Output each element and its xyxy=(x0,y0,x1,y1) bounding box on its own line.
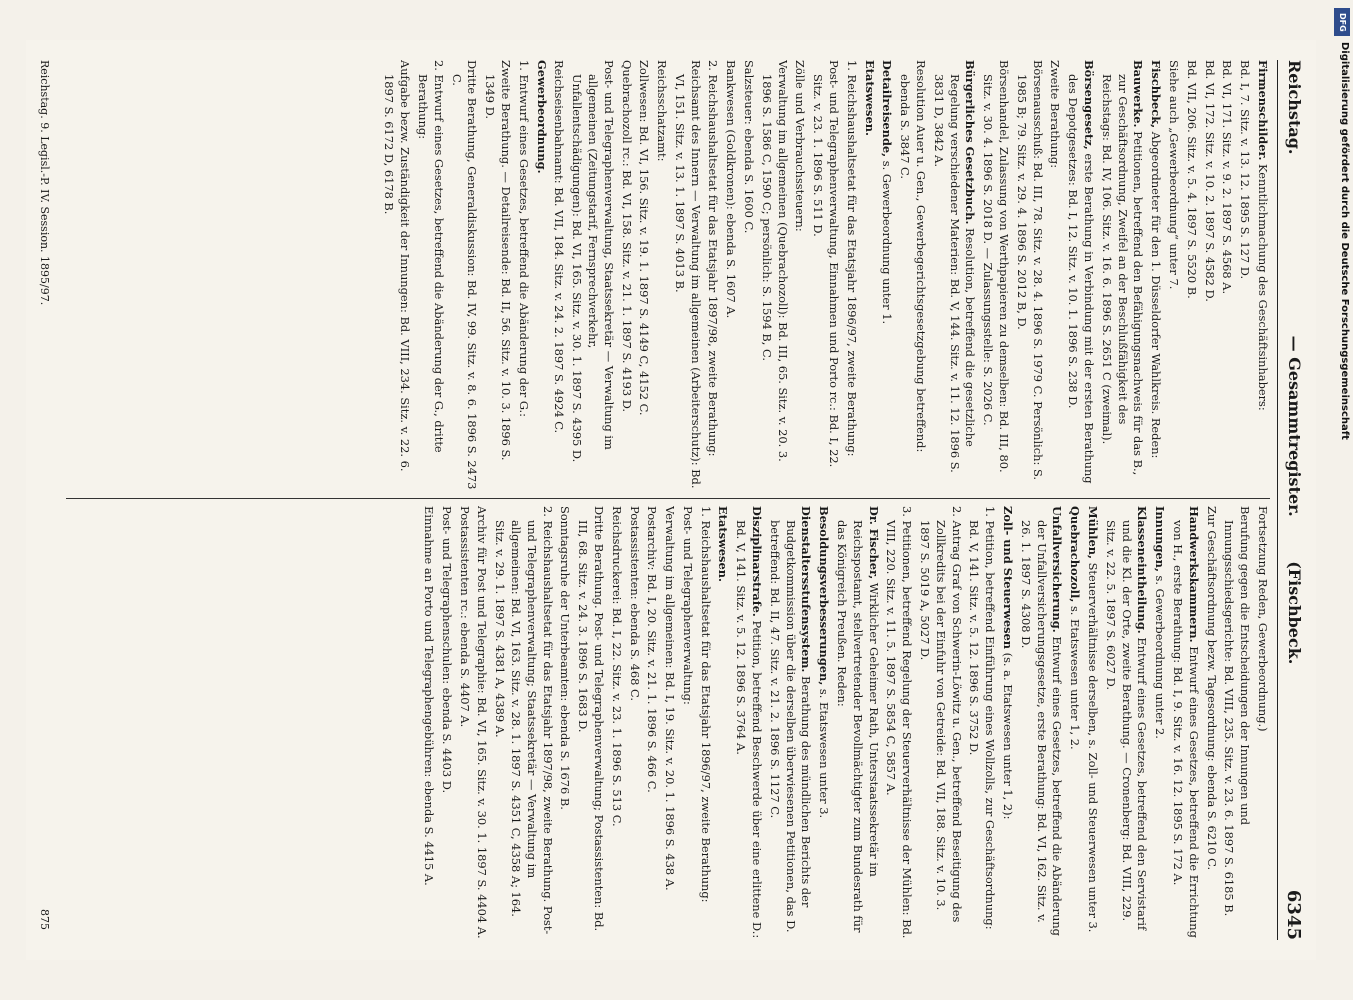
register-entry xyxy=(1151,506,1167,940)
entry-text: 1. Reichshaushaltsetat für das Etatsjahr 1896/97, zweite Berathung: xyxy=(844,60,859,457)
header-left: Reichstag. xyxy=(1285,60,1304,155)
entry-text: erste Berathung in Verbindung mit der ersten Berathung des Depotgesetzes: Bd. I, 12. Sitz. v. 10. 1. 1896 S. 238 D. xyxy=(1066,74,1097,484)
register-entry xyxy=(1236,60,1252,490)
header-center-right: (Fischbeck. xyxy=(1285,561,1304,665)
register-entry xyxy=(1221,506,1253,940)
register-entry xyxy=(883,506,915,940)
footer-page-number: 875 xyxy=(38,909,51,930)
entry-text: Kenntlichmachung des Geschäftsinhabers: xyxy=(1256,164,1270,411)
register-entry xyxy=(843,60,859,490)
entry-text: 2. Entwurf eines Gesetzes, betreffend die Abänderung der G., dritte Berathung: xyxy=(415,60,446,453)
page-footer: Reichstag. 9. Legisl.-P. IV. Session. 1895/97. xyxy=(38,60,51,306)
register-entry xyxy=(381,60,413,490)
register-entry xyxy=(1066,506,1082,940)
entry-headword: Börsengesetz, xyxy=(1082,60,1097,150)
register-entry xyxy=(1064,60,1096,490)
entry-text: Verwaltung im allgemeinen: Bd. I, 19. Sitz. v. 20. 1. 1896 S. 438 A. xyxy=(663,506,678,891)
register-entry xyxy=(653,60,669,490)
entry-text: Reichseisenbahnamt: Bd. VII, 184. Sitz. v. 24. 2. 1897 S. 4924 C. xyxy=(552,60,567,434)
register-entry xyxy=(448,60,480,490)
entry-text: Petition, betreffend Beschwerde über eine erlittene D.: Bd. V, 141. Sitz. v. 5. 12. 1896 S. 3764 A. xyxy=(734,520,765,939)
entry-text: Zweite Berathung. — Detailreisende: Bd. II, 56. Sitz. v. 10. 3. 1896 S. 1349 D. xyxy=(483,60,513,461)
left-column xyxy=(66,60,1270,490)
entry-text: 1. Petition, betreffend Einführung eines Wollzolls, zur Geschäftsordnung: Bd. V, 141. Sitz. v. 5. 12. 1896 S. 3752 D. xyxy=(967,506,998,930)
column-divider xyxy=(66,498,1270,499)
register-entry xyxy=(966,506,998,940)
entry-text: Sonntagsruhe der Unterbeamten: ebenda S. 1676 B. xyxy=(558,506,573,810)
header-center-title: — Gesammtregister. xyxy=(1285,335,1304,517)
register-entry xyxy=(679,506,695,940)
register-entry xyxy=(636,60,652,490)
entry-headword: Zoll- und Steuerwesen xyxy=(1001,506,1016,650)
register-entry xyxy=(715,506,731,940)
register-entry xyxy=(474,506,490,940)
entry-text: Zollwesen: Bd. VI, 156. Sitz. v. 19. 1. 1897 S. 4149 C, 4152 C. xyxy=(637,60,652,416)
entry-headword: Etatswesen. xyxy=(862,60,877,136)
entry-text: Postarchiv: Bd. I, 20. Sitz. v. 21. 1. 1896 S. 466 C. xyxy=(645,506,660,793)
entry-headword: Handwerkskammern. xyxy=(1186,506,1201,643)
entry-text: Bankwesen (Goldkronen): ebenda S. 1607 A. xyxy=(724,60,739,319)
register-entry xyxy=(1102,506,1149,940)
entry-text: Fortsetzung Reden, Gewerbeordnung.) xyxy=(1256,506,1270,732)
register-entry xyxy=(456,506,472,940)
register-entry xyxy=(697,506,713,940)
entry-headword: Etatswesen. xyxy=(716,506,731,582)
entry-text: Post- und Telegraphenverwaltung, Einnahmen und Porto rc.: Bd. I, 22. Sitz. v. 23. 1. 1896 S. 511 D. xyxy=(811,60,842,468)
register-entry xyxy=(414,60,446,490)
entry-headword: Fischbeck, xyxy=(1149,60,1164,129)
entry-text: Dritte Berathung, Generaldiskussion: Bd. IV, 99. Sitz. v. 8. 6. 1896 S. 2473 C. xyxy=(449,60,480,490)
entry-text: Bd. VI, 172. Sitz. v. 10. 2. 1897 S. 4582 D. xyxy=(1202,60,1217,302)
register-entry xyxy=(766,506,813,940)
register-entry xyxy=(438,506,454,940)
register-entry xyxy=(1147,60,1163,490)
register-entry xyxy=(815,506,831,940)
entry-text: Postassistenten: ebenda S. 468 C. xyxy=(627,506,642,701)
register-entry xyxy=(809,60,841,490)
register-entry xyxy=(1219,60,1235,490)
register-entry xyxy=(1183,60,1199,490)
entry-text: Entwurf eines Gesetzes, betreffend den Servistarif und die Kl. der Orte, zweite Berathung. — Cronenberg: Bd. VIII, 229. Sitz. v. 22. 5. 1897 S. 6027 D. xyxy=(1103,520,1150,931)
register-entry xyxy=(1017,506,1064,940)
entry-text: Bd. VI, 171. Sitz. v. 9. 2. 1897 S. 4568 A. xyxy=(1220,60,1235,295)
entry-headword: Bürgerliches Gesetzbuch. xyxy=(963,60,978,225)
entry-text: s. Gewerbeordnung unter 1. xyxy=(880,160,895,325)
register-entry xyxy=(515,60,531,490)
entry-text: 1. Entwurf eines Gesetzes, betreffend die Abänderung der G.: xyxy=(516,60,531,417)
entry-text: 3. Petitionen, betreffend Regelung der Steuerverhältnisse der Mühlen: Bd. VIII, 220. Sitz. v. 11. 5. 1897 S. 5854 C, 5857 A. xyxy=(884,506,915,939)
entry-headword: Dr. Fischer, xyxy=(866,506,881,580)
entry-text: Börsenausschuß: Bd. III, 78. Sitz. v. 28. 4. 1896 S. 1979 C. Persönlich: S. 1985 B; 79. Sitz. v. 29. 4. 1896 S. 2012 B, D. xyxy=(1014,60,1045,480)
register-entry xyxy=(792,60,808,490)
entry-headword: Klasseneintheilung. xyxy=(1135,506,1150,634)
register-entry xyxy=(861,60,877,490)
entry-text: 1. Reichshaushaltsetat für das Etatsjahr 1896/97, zweite Berathung: xyxy=(698,506,713,903)
entry-text: Reichsamt des Innern — Verwaltung im allgemeinen (Arbeiterschutz): Bd. VI, 151. Sitz. v. 13. 1. 1897 S. 4013 B. xyxy=(672,60,703,489)
entry-headword: Bauwerke. xyxy=(1131,60,1146,128)
entry-text: Verwaltung im allgemeinen (Quebrachozoll): Bd. III, 65. Sitz. v. 20. 3. 1896 S. 1586 C, 1590 C; persönlich: S. 1594 B, C. xyxy=(759,60,790,462)
register-entry xyxy=(758,60,790,490)
register-entry xyxy=(557,506,573,940)
register-entry xyxy=(833,506,880,940)
register-entry xyxy=(618,60,634,490)
entry-headword: Quebrachozoll, xyxy=(1068,506,1083,603)
register-entry xyxy=(568,60,615,490)
header-center xyxy=(1285,60,1304,940)
entry-text: Entwurf eines Gesetzes, betreffend die Abänderung der Unfallversicherungsgesetze, erste Berathung: Bd. VI, 162. Sitz. v. 26. 1. 1897 S. 4308 D. xyxy=(1018,520,1065,936)
entry-text: Reichsdruckerei: Bd. I, 22. Sitz. v. 23. 1. 1896 S. 513 C. xyxy=(609,506,624,827)
register-entry xyxy=(661,506,677,940)
entry-text: Berufung gegen die Entscheidungen der Innungen und Innungsschiedsgerichte: Bd. VIII, 235. Sitz. v. 23. 6. 1897 S. 6185 B. xyxy=(1222,506,1253,917)
entry-headword: Mühlen, xyxy=(1086,506,1101,559)
entry-text: Archiv für Post und Telegraphie: Bd. VI, 165. Sitz. v. 30. 1. 1897 S. 4404 A. xyxy=(475,506,490,939)
entry-text: Quebrachozoll rc.: Bd. VI, 158. Sitz. v. 21. 1. 1897 S. 4193 D. xyxy=(619,60,634,413)
register-entry xyxy=(626,506,642,940)
register-entry xyxy=(491,506,554,940)
entry-text: Bd. I, 7. Sitz. v. 13. 12. 1895 S. 127 D. xyxy=(1238,60,1253,280)
register-entry xyxy=(705,60,721,490)
entry-text: Zweite Berathung: xyxy=(1048,60,1063,169)
entry-text: Wirklicher Geheimer Rath, Unterstaatssekretär im Reichspostamt, stellvertretender Bevollmächtigter zum Bundesrath für das Königreich Preußen. Reden: xyxy=(835,520,881,933)
register-entry xyxy=(644,506,660,940)
register-entry xyxy=(723,60,739,490)
register-entry xyxy=(1084,506,1100,940)
entry-text: s. Gewerbeordnung unter 2. xyxy=(1153,575,1168,739)
register-entry xyxy=(896,60,928,490)
register-entry xyxy=(1013,60,1045,490)
entry-headword: Gewerbeordnung. xyxy=(534,60,549,174)
entry-text: Siehe auch „Gewerbeordnung“ unter 7. xyxy=(1167,60,1182,290)
page-header xyxy=(1277,60,1308,940)
register-entry xyxy=(1254,60,1270,490)
register-entry xyxy=(608,506,624,940)
register-entry xyxy=(733,506,765,940)
entry-text: Resolution, betreffend die gesetzliche Regelung verschiedener Materien: Bd. V, 144. Sitz. v. 11. 12. 1896 S. 3831 D, 3842 A. xyxy=(931,74,978,473)
register-entry xyxy=(979,60,1011,490)
register-entry xyxy=(999,506,1015,940)
register-entry xyxy=(879,60,895,490)
register-entry xyxy=(551,60,567,490)
entry-text: Post- und Telegraphenverwaltung: xyxy=(680,506,695,705)
register-entry xyxy=(1201,60,1217,490)
register-entry xyxy=(1169,506,1201,940)
entry-text: Dritte Berathung. Post- und Telegraphenverwaltung; Postassistenten: Bd. III, 68. Sitz. v. 24. 3. 1896 S. 1683 D. xyxy=(576,506,606,932)
entry-text: Börsenhandel, Zulassung von Werthpapieren zu demselben: Bd. III, 80. Sitz. v. 30. 4. 1896 S. 2018 D. — Zulassungsstelle: S. 2026 C. xyxy=(981,60,1012,473)
entry-text: Salzsteuer: ebenda S. 1600 C. xyxy=(742,60,757,234)
dfg-logo-icon: DFG xyxy=(1334,8,1350,36)
page-number: 6345 xyxy=(1283,889,1304,940)
entry-text: Postassistenten rc.: ebenda S. 4407 A. xyxy=(457,506,472,728)
register-entry xyxy=(671,60,703,490)
digitization-credit: Digitalisierung gefördert durch die Deutsche Forschungsgemeinschaft xyxy=(1339,42,1350,440)
entry-text: Bd. VII, 206. Sitz. v. 5. 4. 1897 S. 5520 B. xyxy=(1184,60,1199,299)
register-entry xyxy=(1047,60,1063,490)
entry-text: s. Etatswesen unter 3. xyxy=(817,688,832,819)
entry-headword: Detailreisende, xyxy=(880,60,895,158)
register-entry xyxy=(1098,60,1145,490)
register-entry xyxy=(930,60,977,490)
document-page xyxy=(26,40,1316,960)
right-column xyxy=(66,506,1270,940)
entry-headword: Firmenschilder. xyxy=(1256,60,1270,161)
entry-text: Reichsschatzamt: xyxy=(655,60,670,162)
entry-text: 2. Antrag Graf von Schwerin-Löwitz u. Gen., betreffend Beseitigung des Zollkredits bei der Einfuhr von Getreide: Bd. VII, 188. Sitz. v. 10. 3. 1897 S. 5019 A, 5027 D. xyxy=(918,506,964,923)
entry-text: 2. Reichshaushaltsetat für das Etatsjahr 1897/98, zweite Berathung. Post- und Telegraphenverwaltung; Staatssekretär — Verwaltung im allgemeinen: Bd. VI, 163. Sitz. v. 28. 1. 1897 S. 4351 C, 4358 A; 164. Sitz. v. 29. 1. 1897 S. 4381 A, 4389 A. xyxy=(493,506,555,935)
register-entry xyxy=(1254,506,1270,940)
entry-text: Zur Geschäftsordnung bezw. Tagesordnung: ebenda S. 6210 C. xyxy=(1204,506,1219,871)
register-entry xyxy=(533,60,549,490)
entry-text: Zölle und Verbrauchssteuern: xyxy=(793,60,808,232)
register-entry xyxy=(1165,60,1181,490)
entry-text: Post- und Telegraphenverwaltung, Staatssekretär — Verwaltung im allgemeinen (Zeitungstarif, Fernsprechverkehr, Unfallentschädigungen): Bd. VI, 165. Sitz. v. 30. 1. 1897 S. 4395 D. xyxy=(570,60,616,463)
entry-text: Resolution Auer u. Gen., Gewerbegerichtsgesetzgebung betreffend: ebenda S. 3847 C. xyxy=(898,60,929,453)
register-entry xyxy=(1203,506,1219,940)
entry-text: Post- und Telegraphenschulen: ebenda S. 4403 D. xyxy=(439,506,454,794)
entry-text: Berathung des mündlichen Berichts der Budgetkommission über die derselben überwiesenen Petitionen, das D. betreffend: Bd. II, 47. Sitz. v. 21. 2. 1896 S. 1127 C. xyxy=(767,520,814,933)
entry-headword: Unfallversicherung. xyxy=(1050,506,1065,633)
entry-text: (s. a. Etatswesen unter 1, 2): xyxy=(1001,652,1016,820)
entry-text: Abgeordneter für den 1. Düsseldorfer Wahlkreis. Reden: xyxy=(1149,131,1164,459)
entry-headword: Besoldungsverbesserungen, xyxy=(817,506,832,686)
register-entry xyxy=(481,60,513,490)
entry-text: Einnahme an Porto und Telegraphengebühren: ebenda S. 4415 A. xyxy=(421,506,436,886)
entry-text: Steuerverhältnisse derselben, s. Zoll- und Steuerwesen unter 3. xyxy=(1086,562,1101,933)
entry-headword: Innungen, xyxy=(1153,506,1168,572)
entry-text: Petitionen, betreffend den Befähigungsnachweis für das B., zur Geschäftsordnung, Zweifel an der Beschlußfähigkeit des Reichstags: Bd. IV, 106. Sitz. v. 16. 6. 1896 S. 2651 C (zweimal). xyxy=(1099,74,1146,476)
register-entry xyxy=(916,506,963,940)
register-entry xyxy=(420,506,436,940)
entry-text: Entwurf eines Gesetzes, betreffend die Errichtung von H., erste Berathung: Bd. I, 9. Sitz. v. 16. 12. 1895 S. 172 A. xyxy=(1171,520,1201,938)
digitization-sidebar xyxy=(1333,8,1351,992)
entry-text: Aufgabe bezw. Zuständigkeit der Innungen: Bd. VIII, 234. Sitz. v. 22. 6. 1897 S. 6172 D, 6178 B. xyxy=(382,60,413,472)
entry-headword: Dienstaltersstufensystem. xyxy=(799,506,814,673)
register-entry xyxy=(574,506,606,940)
entry-text: s. Etatswesen unter 1, 2. xyxy=(1068,605,1083,750)
entry-headword: Disziplinarstrafe. xyxy=(750,506,765,617)
entry-text: 2. Reichshaushaltsetat für das Etatsjahr 1897/98, zweite Berathung: xyxy=(706,60,721,457)
register-entry xyxy=(740,60,756,490)
